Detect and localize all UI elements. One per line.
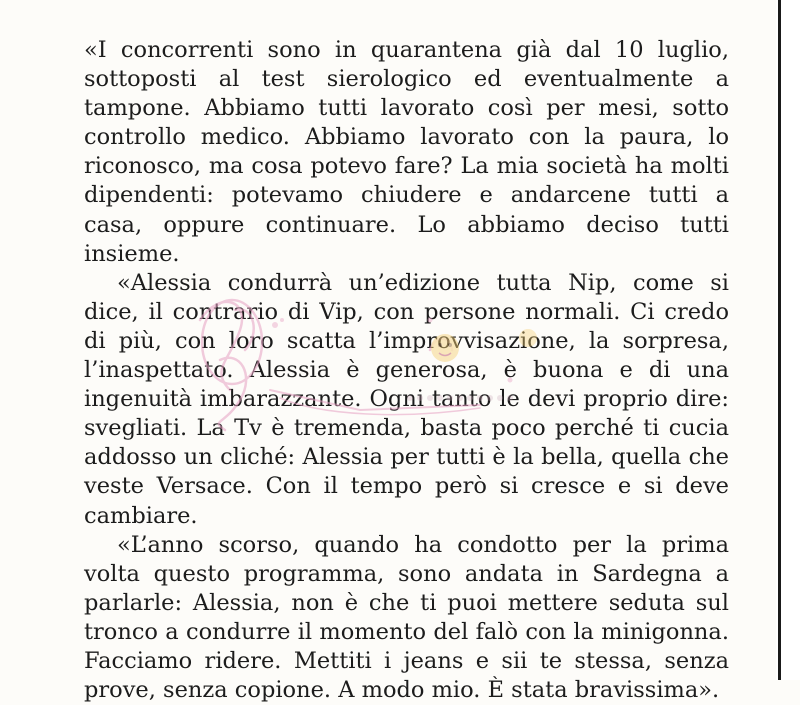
article-text — [84, 36, 729, 705]
page-edge — [776, 0, 800, 680]
page-edge-line — [778, 0, 781, 680]
paragraph-1: «I concorrenti sono in quarantena già dal 10 luglio, sottoposti al test sierologico ed eventualmente a tampone. Abbiamo tutti lavorato così per mesi, sotto controllo medico. Abbiamo lavorato con la paura, lo riconosco, ma cosa potevo fare? La mia società ha molti dipendenti: potevamo chiudere e andarcene tutti a casa, oppure continuare. Lo abbiamo deciso tutti insieme. — [84, 37, 729, 267]
paragraph-2: «Alessia condurrà un’edizione tutta Nip, come si dice, il contrario di Vip, con persone normali. Ci credo di più, con loro scatta l’improvvisazione, la sorpresa, l’inaspettato. Alessia è generosa, è buona e di una ingenuità imbarazzante. Ogni tanto le devi proprio dire: svegliati. La Tv è tremenda, basta poco perché ti cucia addosso un cliché: Alessia per tutti è la bella, quella che veste Versace. Con il tempo però si cresce e si deve cambiare. — [84, 269, 729, 529]
paragraph-3: «L’anno scorso, quando ha condotto per la prima volta questo programma, sono andata in Sardegna a parlarle: Alessia, non è che ti puoi mettere seduta sul tronco a condurre il momento del falò con la minigonna. Facciamo ridere. Mettiti i jeans e sii te stessa, senza prove, senza copione. A modo mio. È stata bravissima». — [84, 531, 729, 704]
